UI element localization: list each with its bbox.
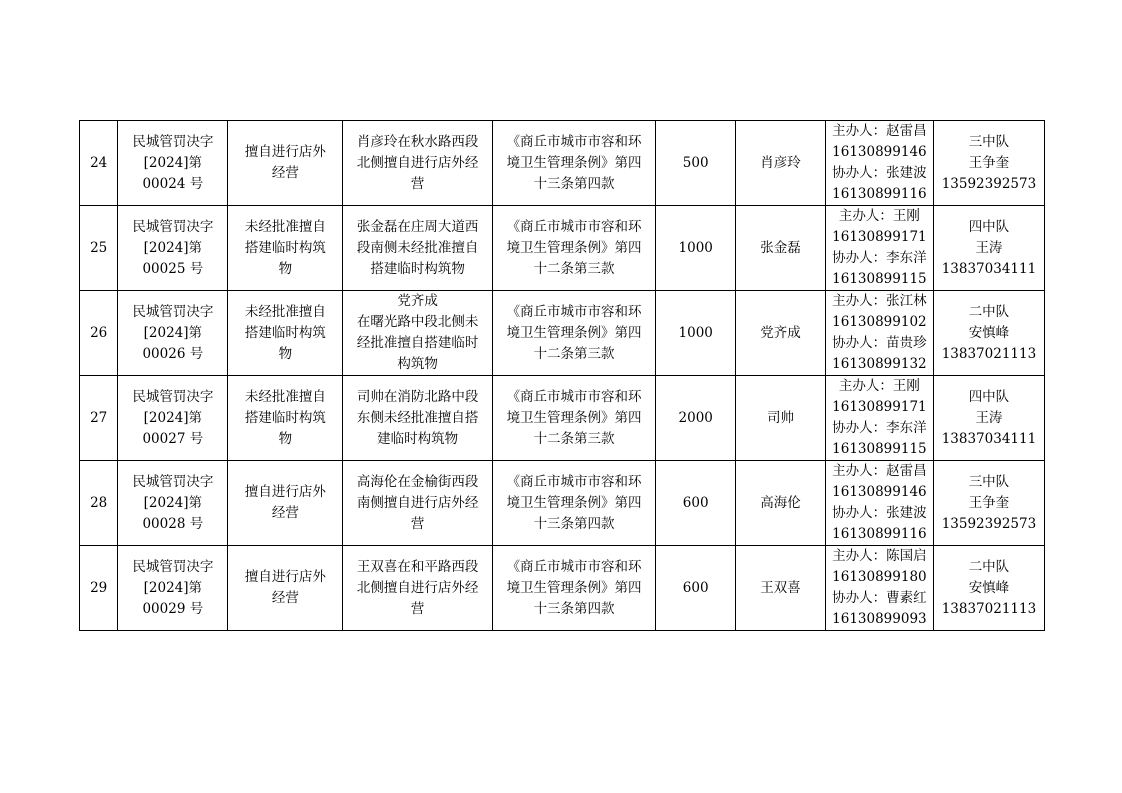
officers-cell-line: 主办人：张江林 (832, 293, 927, 309)
officers-cell-line: 协办人：曹素红 (832, 590, 927, 606)
violation-facts-cell-line: 北侧擅自进行店外经 (356, 579, 479, 596)
decision-number-cell-line: [2024]第 (143, 324, 203, 341)
officers-cell (825, 291, 933, 376)
party-name-cell: 司帅 (736, 376, 826, 461)
penalty-basis-cell-line: 《商丘市城市市容和环 (506, 473, 642, 490)
penalty-basis-cell-line: 境卫生管理条例》第四 (506, 324, 642, 341)
officers-cell-line: 16130899171 (832, 399, 927, 415)
officers-cell-line: 16130899180 (832, 569, 927, 585)
officers-cell (825, 376, 933, 461)
officers-cell-line: 16130899115 (832, 271, 927, 287)
violation-facts-cell (343, 546, 492, 631)
fine-amount-cell: 1000 (656, 291, 736, 376)
decision-number-cell-line: 00028 号 (142, 515, 204, 532)
violation-facts-cell-line: 构筑物 (397, 356, 438, 372)
violation-facts-cell-line: 经批准擅自搭建临时 (356, 335, 479, 351)
squad-cell (933, 376, 1044, 461)
officers-cell-line: 协办人：苗贵珍 (832, 335, 927, 351)
penalty-basis-cell-line: 《商丘市城市市容和环 (506, 303, 642, 320)
penalty-basis-cell (492, 376, 656, 461)
decision-number-cell-line: [2024]第 (143, 579, 203, 596)
squad-cell (933, 121, 1044, 206)
officers-cell-line: 主办人：赵雷昌 (832, 123, 927, 139)
decision-number-cell-line: [2024]第 (143, 409, 203, 426)
violation-facts-cell (343, 376, 492, 461)
penalty-basis-cell-line: 十三条第四款 (533, 515, 615, 532)
party-name-cell: 肖彦玲 (736, 121, 826, 206)
decision-number-cell-line: 民城管罚决字 (132, 133, 214, 150)
penalty-basis-cell (492, 546, 656, 631)
penalty-basis-cell-line: 境卫生管理条例》第四 (506, 494, 642, 511)
row-number-cell: 25 (80, 206, 118, 291)
decision-number-cell-line: 00027 号 (142, 430, 204, 447)
fine-amount-cell: 600 (656, 546, 736, 631)
violation-type-cell-line: 搭建临时构筑 (244, 239, 326, 256)
violation-facts-cell-line: 营 (410, 600, 425, 617)
penalty-records-table (79, 120, 1045, 631)
officers-cell-line: 主办人：王刚 (838, 208, 920, 224)
violation-type-cell-line: 经营 (271, 505, 299, 521)
violation-facts-cell-line: 王双喜在和平路西段 (356, 558, 479, 575)
squad-cell-line: 13592392573 (941, 515, 1037, 532)
violation-facts-cell (343, 461, 492, 546)
decision-number-cell (118, 206, 228, 291)
squad-cell-line: 四中队 (968, 218, 1010, 235)
table-row (80, 291, 1045, 376)
violation-type-cell (228, 206, 343, 291)
squad-cell-line: 13837021113 (941, 600, 1037, 617)
fine-amount-cell: 2000 (656, 376, 736, 461)
decision-number-cell (118, 121, 228, 206)
violation-facts-cell-line: 张金磊在庄周大道西 (356, 218, 479, 235)
violation-type-cell (228, 291, 343, 376)
party-name-cell: 高海伦 (736, 461, 826, 546)
squad-cell (933, 291, 1044, 376)
table-body (80, 121, 1045, 631)
penalty-basis-cell-line: 《商丘市城市市容和环 (506, 558, 642, 575)
squad-cell-line: 安慎峰 (968, 579, 1010, 596)
penalty-basis-cell (492, 206, 656, 291)
penalty-basis-cell-line: 境卫生管理条例》第四 (506, 409, 642, 426)
violation-facts-cell-line: 党齐成 (397, 293, 438, 309)
decision-number-cell-line: [2024]第 (143, 154, 203, 171)
table-row (80, 121, 1045, 206)
penalty-basis-cell-line: 《商丘市城市市容和环 (506, 133, 642, 150)
officers-cell-line: 16130899116 (832, 526, 927, 542)
officers-cell-line: 16130899146 (832, 484, 927, 500)
party-name-cell: 张金磊 (736, 206, 826, 291)
violation-facts-cell-line: 南侧擅自进行店外经 (356, 494, 479, 511)
officers-cell-line: 16130899116 (832, 186, 927, 202)
row-number-cell: 26 (80, 291, 118, 376)
violation-type-cell (228, 461, 343, 546)
decision-number-cell (118, 291, 228, 376)
decision-number-cell (118, 461, 228, 546)
penalty-basis-cell-line: 境卫生管理条例》第四 (506, 239, 642, 256)
violation-type-cell-line: 搭建临时构筑 (244, 324, 326, 341)
decision-number-cell-line: 民城管罚决字 (132, 558, 214, 575)
decision-number-cell-line: 00024 号 (142, 175, 204, 192)
violation-type-cell-line: 未经批准擅自 (244, 303, 326, 320)
penalty-basis-cell (492, 461, 656, 546)
penalty-basis-cell-line: 十二条第三款 (533, 260, 615, 277)
row-number-cell: 27 (80, 376, 118, 461)
penalty-basis-cell (492, 121, 656, 206)
squad-cell-line: 王争奎 (968, 494, 1010, 511)
penalty-basis-cell-line: 《商丘市城市市容和环 (506, 218, 642, 235)
violation-facts-cell-line: 肖彦玲在秋水路西段 (356, 133, 479, 150)
squad-cell-line: 13837021113 (941, 345, 1037, 362)
penalty-basis-cell-line: 十二条第三款 (533, 345, 615, 362)
violation-facts-cell (343, 206, 492, 291)
violation-type-cell-line: 擅自进行店外 (244, 144, 326, 160)
squad-cell-line: 王争奎 (968, 154, 1010, 171)
officers-cell-line: 16130899115 (832, 441, 927, 457)
decision-number-cell (118, 376, 228, 461)
violation-facts-cell-line: 建临时构筑物 (377, 430, 459, 447)
violation-type-cell (228, 376, 343, 461)
fine-amount-cell: 600 (656, 461, 736, 546)
decision-number-cell-line: [2024]第 (143, 494, 203, 511)
table-row (80, 206, 1045, 291)
fine-amount-cell: 500 (656, 121, 736, 206)
violation-facts-cell-line: 段南侧未经批准擅自 (356, 239, 479, 256)
violation-facts-cell (343, 291, 492, 376)
squad-cell (933, 461, 1044, 546)
violation-facts-cell-line: 司帅在消防北路中段 (356, 388, 479, 405)
violation-facts-cell-line: 搭建临时构筑物 (370, 260, 465, 277)
penalty-basis-cell-line: 十三条第四款 (533, 600, 615, 617)
squad-cell-line: 王涛 (975, 409, 1003, 426)
officers-cell-line: 16130899093 (832, 611, 927, 627)
row-number-cell: 24 (80, 121, 118, 206)
officers-cell-line: 协办人：张建波 (832, 505, 927, 521)
penalty-basis-cell (492, 291, 656, 376)
decision-number-cell-line: 民城管罚决字 (132, 218, 214, 235)
violation-facts-cell-line: 东侧未经批准擅自搭 (356, 409, 479, 426)
squad-cell-line: 13592392573 (941, 175, 1037, 192)
officers-cell-line: 协办人：李东洋 (832, 420, 927, 436)
violation-type-cell-line: 擅自进行店外 (244, 569, 326, 585)
officers-cell-line: 协办人：张建波 (832, 165, 927, 181)
officers-cell-line: 16130899171 (832, 229, 927, 245)
table-row (80, 376, 1045, 461)
penalty-basis-cell-line: 境卫生管理条例》第四 (506, 579, 642, 596)
penalty-basis-cell-line: 境卫生管理条例》第四 (506, 154, 642, 171)
squad-cell-line: 四中队 (968, 388, 1010, 405)
fine-amount-cell: 1000 (656, 206, 736, 291)
decision-number-cell (118, 546, 228, 631)
violation-type-cell-line: 未经批准擅自 (244, 218, 326, 235)
officers-cell-line: 16130899102 (832, 314, 927, 330)
row-number-cell: 29 (80, 546, 118, 631)
violation-type-cell-line: 擅自进行店外 (244, 484, 326, 500)
officers-cell (825, 121, 933, 206)
squad-cell (933, 206, 1044, 291)
officers-cell-line: 主办人：赵雷昌 (832, 463, 927, 479)
violation-facts-cell-line: 在曙光路中段北侧未 (356, 314, 479, 330)
table-row (80, 546, 1045, 631)
squad-cell-line: 安慎峰 (968, 324, 1010, 341)
officers-cell-line: 16130899146 (832, 144, 927, 160)
decision-number-cell-line: 民城管罚决字 (132, 303, 214, 320)
row-number-cell: 28 (80, 461, 118, 546)
squad-cell-line: 三中队 (968, 133, 1010, 150)
officers-cell (825, 546, 933, 631)
violation-type-cell-line: 物 (278, 345, 293, 362)
violation-type-cell (228, 121, 343, 206)
table-row (80, 461, 1045, 546)
squad-cell-line: 13837034111 (941, 430, 1037, 447)
violation-facts-cell (343, 121, 492, 206)
violation-type-cell-line: 物 (278, 430, 293, 447)
violation-facts-cell-line: 营 (410, 175, 425, 192)
party-name-cell: 党齐成 (736, 291, 826, 376)
decision-number-cell-line: [2024]第 (143, 239, 203, 256)
violation-facts-cell-line: 营 (410, 515, 425, 532)
decision-number-cell-line: 00026 号 (142, 345, 204, 362)
squad-cell (933, 546, 1044, 631)
decision-number-cell-line: 00029 号 (142, 600, 204, 617)
penalty-basis-cell-line: 十三条第四款 (533, 175, 615, 192)
officers-cell (825, 206, 933, 291)
officers-cell-line: 16130899132 (832, 356, 927, 372)
violation-facts-cell-line: 高海伦在金榆街西段 (356, 473, 479, 490)
squad-cell-line: 三中队 (968, 473, 1010, 490)
party-name-cell: 王双喜 (736, 546, 826, 631)
violation-type-cell (228, 546, 343, 631)
squad-cell-line: 二中队 (968, 558, 1010, 575)
officers-cell-line: 协办人：李东洋 (832, 250, 927, 266)
decision-number-cell-line: 民城管罚决字 (132, 388, 214, 405)
officers-cell-line: 主办人：陈国启 (832, 548, 927, 564)
squad-cell-line: 王涛 (975, 239, 1003, 256)
violation-type-cell-line: 搭建临时构筑 (244, 409, 326, 426)
penalty-basis-cell-line: 十二条第三款 (533, 430, 615, 447)
officers-cell-line: 主办人：王刚 (838, 378, 920, 394)
squad-cell-line: 13837034111 (941, 260, 1037, 277)
violation-type-cell-line: 物 (278, 260, 293, 277)
officers-cell (825, 461, 933, 546)
penalty-basis-cell-line: 《商丘市城市市容和环 (506, 388, 642, 405)
violation-facts-cell-line: 北侧擅自进行店外经 (356, 154, 479, 171)
violation-type-cell-line: 经营 (271, 590, 299, 606)
decision-number-cell-line: 民城管罚决字 (132, 473, 214, 490)
violation-type-cell-line: 未经批准擅自 (244, 388, 326, 405)
squad-cell-line: 二中队 (968, 303, 1010, 320)
decision-number-cell-line: 00025 号 (142, 260, 204, 277)
violation-type-cell-line: 经营 (271, 165, 299, 181)
